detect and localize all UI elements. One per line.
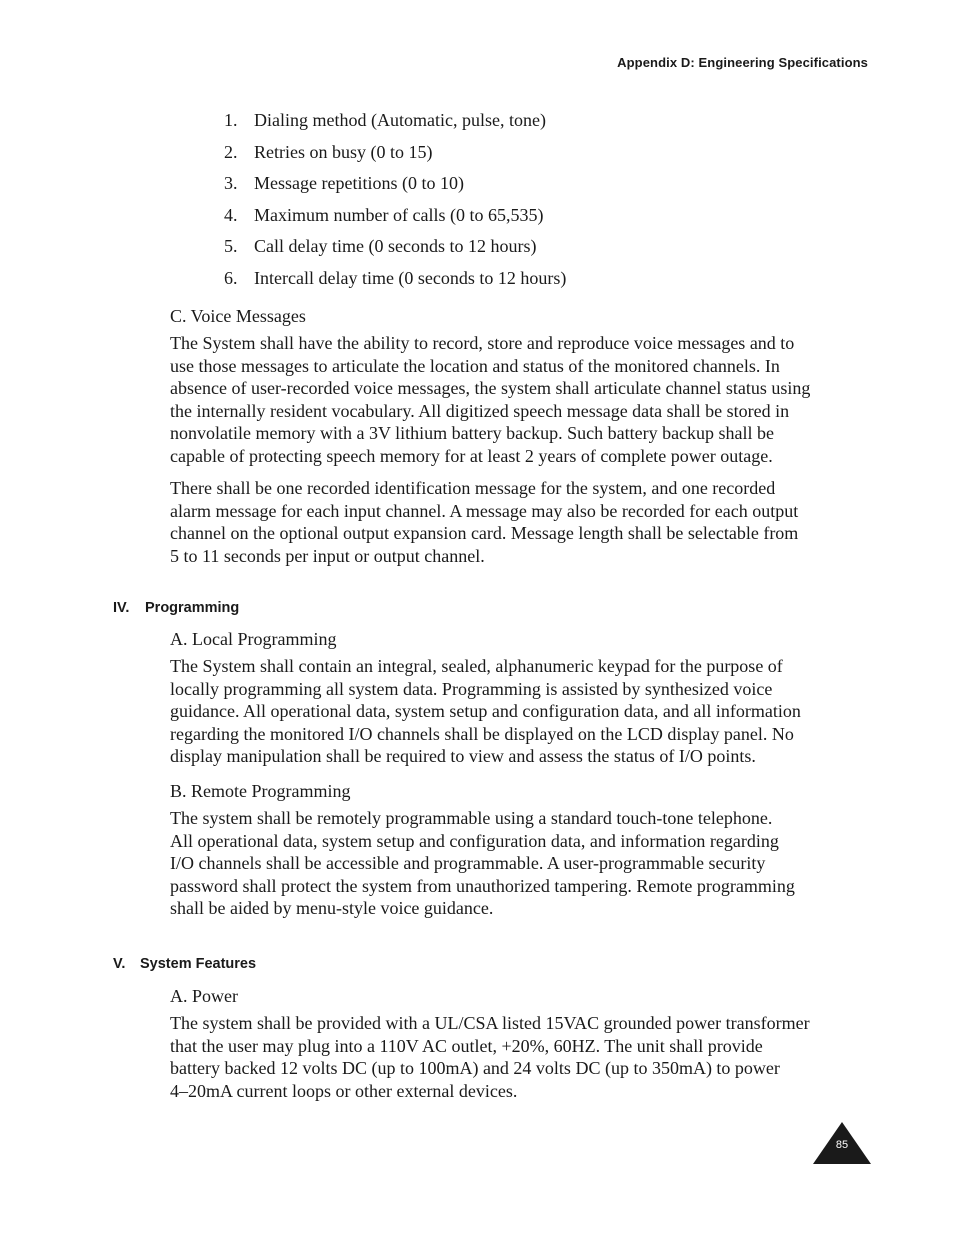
dialing-settings-list bbox=[224, 109, 566, 298]
section-heading-system-features: V. System Features bbox=[113, 956, 257, 972]
page-number-badge bbox=[813, 1122, 871, 1164]
power-paragraph: The system shall be provided with a UL/CSA listed 15VAC grounded power transformer that the user may plug into a 110V AC outlet, +20%, 60HZ. The unit shall provide battery backed 12 volts DC (up to 100mA) and 24 volts DC (up to 350mA) to power 4–20mA current loops or other external devices. bbox=[170, 1013, 810, 1101]
list-item: 6. Intercall delay time (0 seconds to 12 hours) bbox=[224, 267, 567, 288]
list-item: 4. Maximum number of calls (0 to 65,535) bbox=[224, 204, 544, 225]
list-item: 1. Dialing method (Automatic, pulse, tone) bbox=[224, 110, 546, 130]
page-number: 85 bbox=[835, 1139, 849, 1151]
local-programming-heading: A. Local Programming bbox=[170, 629, 337, 649]
running-header: Appendix D: Engineering Specifications bbox=[617, 55, 868, 70]
voice-messages-paragraph-1: The System shall have the ability to record, store and reproduce voice messages and to use those messages to articulate the location and status of the monitored channels. In absence of user-recorded voice messages, the system shall articulate channel status using the internally resident vocabulary. All digitized speech message data shall be stored in nonvolatile memory with a 3V lithium battery backup. Such battery backup shall be capable of protecting speech memory for at least 2 years of complete power outage. bbox=[170, 333, 811, 466]
power-heading: A. Power bbox=[170, 986, 238, 1006]
section-heading-programming: IV. Programming bbox=[113, 600, 240, 616]
list-item: 2. Retries on busy (0 to 15) bbox=[224, 141, 433, 162]
voice-messages-paragraph-2: There shall be one recorded identification message for the system, and one recorded alarm message for each input channel. A message may also be recorded for each output channel on the optional output expansion card. Message length shall be selectable from 5 to 11 seconds per input or output channel. bbox=[170, 478, 799, 566]
voice-messages-heading: C. Voice Messages bbox=[170, 306, 306, 326]
remote-programming-heading: B. Remote Programming bbox=[170, 781, 351, 801]
list-item: 3. Message repetitions (0 to 10) bbox=[224, 173, 464, 193]
remote-programming-paragraph: The system shall be remotely programmable using a standard touch-tone telephone. All operational data, system setup and configuration data, and information regarding I/O channels shall be accessible and programmable. A user-programmable security password shall protect the system from unauthorized tampering. Remote programming shall be aided by menu-style voice guidance. bbox=[170, 808, 795, 918]
local-programming-paragraph: The System shall contain an integral, sealed, alphanumeric keypad for the purpose of locally programming all system data. Programming is assisted by synthesized voice guidance. All operational data, system setup and configuration data, and all information regarding the monitored I/O channels shall be displayed on the LCD display panel. No display manipulation shall be required to view and assess the status of I/O points. bbox=[170, 656, 801, 766]
list-item: 5. Call delay time (0 seconds to 12 hours) bbox=[224, 236, 537, 256]
